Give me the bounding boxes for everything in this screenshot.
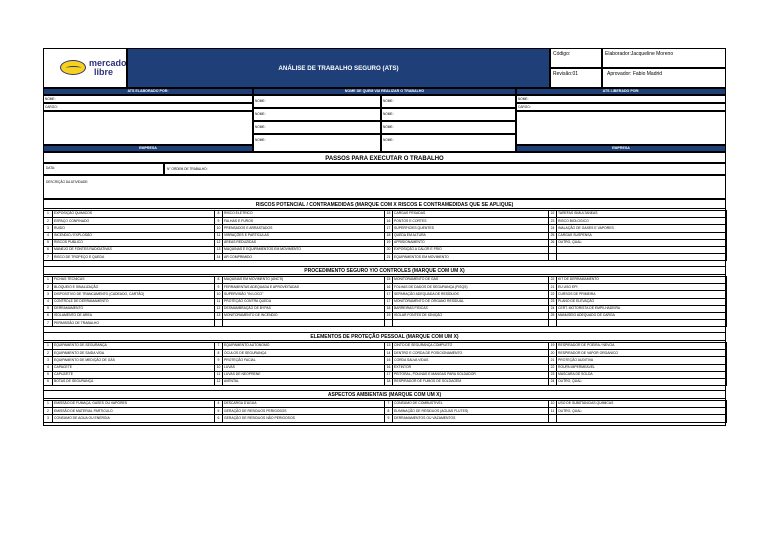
item-label: CARGAS SUSPENSA [557, 232, 727, 239]
item-number[interactable]: 17 [385, 298, 393, 305]
item-label: OUTRO, QUAL: [557, 239, 727, 246]
item-label: SUPERVISÃO "IN LOCO" [223, 291, 385, 298]
item-number[interactable]: 6 [44, 312, 53, 319]
table-row [44, 284, 727, 291]
item-number[interactable]: 20 [549, 350, 557, 357]
item-label: CONTROLE DE DERRAMAMENTO [53, 298, 215, 305]
item-number[interactable]: 1 [44, 343, 53, 350]
item-label: PONTOS E CORTES [393, 218, 549, 225]
item-label: RISCOS PUBLICO [53, 239, 215, 246]
table-row [44, 350, 727, 357]
epi-title: ELEMENTOS DE PROTEÇÃO PESSOAL (MARQUE COM UM X) [310, 334, 459, 340]
quem-nome-2[interactable] [381, 95, 516, 108]
item-label: DESMAMBRAÇÃO DE BYPAS [223, 305, 385, 312]
table-row [44, 320, 727, 327]
item-number[interactable]: 22 [549, 277, 557, 284]
item-number[interactable]: 5 [44, 239, 53, 246]
table-row [44, 371, 727, 378]
item-label: CAPUZ/ETE [53, 371, 215, 378]
procedimento-header [43, 266, 726, 275]
ordem-label: N° ORDEM DE TRABALHO: [167, 167, 208, 171]
item-label: LUVAS DE NEOPRENE [223, 371, 385, 378]
procedimento-title: PROCEDIMENTO SEGURO Y/O CONTROLES (MARQUE COM UM X) [304, 268, 465, 274]
item-label: MANUSEIO ADEQUADO DE CARGA [557, 312, 727, 319]
item-label [557, 415, 727, 422]
item-number[interactable]: 6 [215, 415, 223, 422]
item-number[interactable]: 5 [215, 408, 223, 415]
item-label: BARREIRAS FÍSICAS [393, 305, 549, 312]
item-number[interactable]: 13 [215, 312, 223, 319]
table-row [44, 378, 727, 385]
item-label: INALAÇÃO DE GASES E VAPORES [557, 225, 727, 232]
item-number[interactable]: 4 [44, 298, 53, 305]
passos-header [43, 152, 726, 163]
item-label: OUTRO, QUAL: [557, 378, 727, 385]
table-row [44, 415, 727, 422]
quem-nome-8[interactable] [381, 134, 516, 152]
item-label [557, 254, 727, 261]
item-number[interactable]: 2 [44, 350, 53, 357]
aprovador-cell [602, 68, 726, 88]
item-label: RISCO BIOLOGICO [557, 218, 727, 225]
item-number[interactable]: 24 [549, 305, 557, 312]
nome-label: NOME: [383, 112, 394, 116]
empresa-label: EMPRESA [612, 146, 630, 150]
ambientais-table [43, 400, 727, 423]
item-label: FICHAS TÉCNICAS [53, 277, 215, 284]
item-number[interactable] [549, 415, 557, 422]
item-label: EMISSÃO DE FUMAÇA, GASES OU VAPORES [53, 401, 215, 408]
epi-header [43, 332, 726, 341]
item-label: EQUIPAMENTO DE SEGURANÇA [53, 343, 215, 350]
table-row [44, 218, 727, 225]
item-label: PLANO DE ELEVAÇÃO [557, 298, 727, 305]
item-label: CINTO DE SEGURANÇA COMPLETO [393, 343, 549, 350]
item-label: RESPIRADOR DE VAPOR ORGANICO [557, 350, 727, 357]
item-number[interactable]: 5 [44, 371, 53, 378]
item-number[interactable]: 9 [215, 284, 223, 291]
item-number[interactable] [549, 320, 557, 327]
item-number[interactable]: 10 [215, 291, 223, 298]
item-label: ISOLAR FONTES DE IGNIÇÃO [393, 312, 549, 319]
item-number[interactable]: 9 [215, 357, 223, 364]
item-label: MANEJO DE FONTES RADIOATIVAS [53, 246, 215, 253]
data-label: DATA: [46, 166, 55, 170]
item-label: CONSUMO DE AGUA OU ENERGIA [53, 415, 215, 422]
item-number[interactable]: 22 [549, 291, 557, 298]
passos-title: PASSOS PARA EXECUTAR O TRABALHO [325, 156, 444, 162]
item-number[interactable]: 7 [385, 401, 393, 408]
item-label: DERRAMAMENTOS OU VAZAMENTOS [393, 415, 549, 422]
item-number[interactable]: 12 [215, 378, 223, 385]
item-number[interactable]: 3 [44, 291, 53, 298]
item-label [393, 320, 549, 327]
item-number[interactable]: 8 [215, 277, 223, 284]
item-label: RISCO ELETRICO [223, 211, 385, 218]
item-number[interactable]: 13 [215, 246, 223, 253]
item-label: CERT. MOTORISTA DE EMPILHADEIRA [557, 305, 727, 312]
item-number[interactable]: 19 [549, 343, 557, 350]
page-title: ANÁLISE DE TRABALHO SEGURO (ATS) [278, 65, 399, 72]
item-label: MAQUINAS E EQUIPAMENTOS EM MOVIMENTO [223, 246, 385, 253]
table-row [44, 232, 727, 239]
item-number[interactable]: 22 [549, 364, 557, 371]
item-number[interactable]: 19 [385, 312, 393, 319]
quem-nome-1[interactable] [253, 95, 381, 108]
revisao-cell [550, 68, 602, 88]
item-label: MONITORAMENTO DE GÁS [393, 277, 549, 284]
quem-nome-6[interactable] [381, 121, 516, 134]
item-number[interactable]: 4 [215, 401, 223, 408]
item-number[interactable]: 14 [385, 350, 393, 357]
item-number[interactable]: 24 [549, 378, 557, 385]
item-number[interactable]: 10 [549, 401, 557, 408]
item-number[interactable]: 25 [549, 232, 557, 239]
item-label: PERMISSÃO DE TRABALHO [53, 320, 215, 327]
codigo-cell [550, 48, 602, 68]
item-number[interactable]: 3 [44, 225, 53, 232]
liberado-cargo-field[interactable] [516, 103, 726, 111]
data-field[interactable] [43, 163, 164, 175]
item-label: ROUPA IMPERMEÁVEL [557, 364, 727, 371]
item-label [223, 320, 385, 327]
nome-label: NOME: [45, 97, 56, 101]
item-label: PROTEÇÃO AUDITIVA [557, 357, 727, 364]
quem-header [253, 88, 516, 95]
table-row [44, 401, 727, 408]
ambientais-header [43, 390, 726, 399]
table-row [44, 305, 727, 312]
table-row [44, 364, 727, 371]
item-number[interactable]: 26 [549, 239, 557, 246]
item-number[interactable]: 1 [44, 277, 53, 284]
item-number[interactable]: 12 [215, 305, 223, 312]
item-number[interactable]: 13 [385, 343, 393, 350]
table-row [44, 225, 727, 232]
item-number[interactable]: 23 [549, 371, 557, 378]
item-number[interactable]: 3 [44, 415, 53, 422]
item-number[interactable]: 12 [215, 239, 223, 246]
item-label: VIBRAÇÕES E PARTÍCULAS [223, 232, 385, 239]
riscos-table [43, 210, 727, 261]
table-row [44, 312, 727, 319]
brand-line2: libre [94, 67, 114, 77]
item-label: EMISSÃO DE MATERIAL PARTICULO [53, 408, 215, 415]
empresa-label: EMPRESA [139, 146, 157, 150]
item-number[interactable]: 2 [44, 408, 53, 415]
item-label: KIT DE DERRAMAMENTO [557, 277, 727, 284]
table-row [44, 298, 727, 305]
nome-label: NOME: [255, 138, 266, 142]
item-label: PROTEÇÃO CONTRA QUEDA [223, 298, 385, 305]
item-label: EXTINTOR [393, 364, 549, 371]
item-label: EU USO EPI [557, 284, 727, 291]
item-number[interactable]: 11 [215, 232, 223, 239]
item-label: AR COMPRIMIDO [223, 254, 385, 261]
item-label [557, 320, 727, 327]
descricao-label: DESCRIÇÃO DA ATIVIDADE: [46, 180, 89, 184]
descricao-field[interactable] [43, 175, 726, 199]
item-number[interactable]: 8 [385, 408, 393, 415]
item-label: RISCO DE TROPEÇO E QUEDA [53, 254, 215, 261]
item-label: RUIDO [53, 225, 215, 232]
liberado-title: ATS LIBERADO POR: [602, 89, 640, 93]
quem-nome-4[interactable] [381, 108, 516, 121]
item-label: MONITORAMENTO DE ORGANO RESIDUAL [393, 298, 549, 305]
epi-table [43, 342, 727, 386]
item-label: DESCARGA D'ÁGUA [223, 401, 385, 408]
item-label: DERRAMAMENTO [53, 305, 215, 312]
item-label [557, 246, 727, 253]
item-label: FOLHAS DE DADOS DE SEGURANÇA (FISQS) [393, 284, 549, 291]
item-number[interactable]: 7 [215, 343, 223, 350]
item-number[interactable]: 17 [385, 225, 393, 232]
quem-nome-3[interactable] [253, 108, 381, 121]
item-label: AVENTAL [223, 378, 385, 385]
item-label: MAQUINAS EM MOVIMENTO (ANC'S) [223, 277, 385, 284]
item-number[interactable]: 2 [44, 284, 53, 291]
elaborador-label: Elaborador:Jacqueline Moreno [605, 51, 674, 57]
item-number[interactable] [385, 320, 393, 327]
item-label: ÁREAS REDUZIDAS [223, 239, 385, 246]
item-number[interactable]: 15 [385, 211, 393, 218]
item-number[interactable]: 15 [385, 277, 393, 284]
table-row [44, 408, 727, 415]
brand-line1: mercado [89, 58, 127, 68]
liberado-header [516, 88, 726, 95]
item-number[interactable]: 17 [385, 291, 393, 298]
table-row [44, 343, 727, 350]
item-label: ÓCULOS DE SEGURANÇA [223, 350, 385, 357]
nome-label: NOME: [255, 112, 266, 116]
item-label: ELIMINAÇÃO DE RESIDUOS (AGUAS FLUTES) [393, 408, 549, 415]
riscos-header [43, 199, 726, 209]
item-label: USO DE SUBSTANCIAS QUIMICAS [557, 401, 727, 408]
item-label: RESPIRADOR DE FUMOS DE SOLDAGEM [393, 378, 549, 385]
item-number[interactable]: 1 [44, 211, 53, 218]
quem-title: NOME DE QUEM VAI REALIZAR O TRABALHO [344, 89, 425, 93]
item-label: MONITORAMENTO DE INCENDIO [223, 312, 385, 319]
aprovador-label: Aprovador: Fabio Madrid [607, 71, 663, 77]
item-number[interactable]: 16 [385, 364, 393, 371]
item-number[interactable]: 16 [385, 218, 393, 225]
item-label: CORDA SALVA VIDAS [393, 357, 549, 364]
item-label: APRISIONAMENTO [393, 239, 549, 246]
item-number[interactable]: 14 [215, 254, 223, 261]
item-number[interactable]: 10 [215, 225, 223, 232]
codigo-label: Código: [553, 51, 571, 57]
elaborado-cargo-field[interactable] [43, 103, 253, 111]
item-label: PROTEÇÃO FACIAL [223, 357, 385, 364]
item-number[interactable]: 19 [385, 239, 393, 246]
item-number[interactable]: 11 [215, 371, 223, 378]
liberado-nome-field[interactable] [516, 95, 726, 103]
item-label: EXPOSIÇÃO QUIMICOS [53, 211, 215, 218]
table-row [44, 254, 727, 261]
item-label: CONSUMO DE COMBUSTIVEL [393, 401, 549, 408]
item-number[interactable]: 21 [549, 284, 557, 291]
item-number[interactable]: 21 [385, 254, 393, 261]
item-number[interactable]: 10 [215, 364, 223, 371]
item-number[interactable]: 16 [385, 284, 393, 291]
ordem-field[interactable] [164, 163, 726, 175]
item-label: BLOQUEIO E SINALIZAÇÃO [53, 284, 215, 291]
item-label: OUTRO, QUAL: [557, 408, 727, 415]
quem-nome-7[interactable] [253, 134, 381, 152]
table-row [44, 291, 727, 298]
item-label: CAPACETE [53, 364, 215, 371]
nome-label: NOME: [518, 97, 529, 101]
item-number[interactable]: 11 [549, 408, 557, 415]
revisao-label: Revisão:01 [553, 71, 579, 77]
item-label: EQUIPAMENTO DE MEDIÇÃO DE GÁS [53, 357, 215, 364]
item-number[interactable]: 1 [44, 401, 53, 408]
item-label: PRENSADOS E ARRASTADOS [223, 225, 385, 232]
item-number[interactable]: 21 [549, 357, 557, 364]
item-label: SUPERFICIES QUENTES [393, 225, 549, 232]
nome-label: NOME: [383, 138, 394, 142]
item-label: EQUIPAMENTO DE SAIDA VIDA [53, 350, 215, 357]
table-row [44, 277, 727, 284]
cargo-label: CARGO: [518, 105, 531, 109]
elaborador-cell [602, 48, 726, 68]
table-row [44, 246, 727, 253]
item-number[interactable] [549, 246, 557, 253]
item-label: EXPOSIÇÃO A CALOR E FRIO [393, 246, 549, 253]
item-label: LUVAS [223, 364, 385, 371]
item-label: BOTAS DE SEGURANÇA [53, 378, 215, 385]
item-label: GERAÇÃO DE RESIDUOS PERIGOSOS [223, 408, 385, 415]
elaborado-empresa [43, 145, 253, 152]
item-label: ESPAÇO CONFINADO [53, 218, 215, 225]
item-label: CURSOS DE PRIMEIRA [557, 291, 727, 298]
liberado-blank [516, 111, 726, 145]
item-label: INCENDIO / EXPLOSÃO [53, 232, 215, 239]
riscos-title: RISCOS POTENCIAL / CONTRAMEDIDAS (MARQUE COM X RISCOS E CONTRAMEDIDAS QUE SE APLIQUE) [255, 201, 514, 208]
item-number[interactable]: 15 [385, 357, 393, 364]
item-number[interactable]: 7 [44, 320, 53, 327]
item-number[interactable]: 9 [215, 218, 223, 225]
item-number[interactable]: 23 [549, 298, 557, 305]
item-number[interactable]: 24 [549, 225, 557, 232]
procedimento-table [43, 276, 727, 327]
item-number[interactable]: 2 [44, 218, 53, 225]
item-number[interactable]: 5 [44, 305, 53, 312]
elaborado-title: ATS ELABORADO POR: [127, 89, 169, 93]
elaborado-nome-field[interactable] [43, 95, 253, 103]
item-number[interactable]: 4 [44, 364, 53, 371]
item-label: TAREFAS SIMULTANEAS [557, 211, 727, 218]
item-number[interactable]: 22 [549, 211, 557, 218]
item-number[interactable] [215, 320, 223, 327]
item-number[interactable]: 25 [549, 312, 557, 319]
item-number[interactable]: 11 [215, 298, 223, 305]
item-number[interactable]: 6 [44, 246, 53, 253]
elaborado-header [43, 88, 253, 95]
item-number[interactable]: 8 [215, 211, 223, 218]
item-number[interactable]: 18 [385, 232, 393, 239]
item-label: MASCARA DE SOLDA [557, 371, 727, 378]
item-number[interactable]: 6 [44, 378, 53, 385]
item-label: DENTRO E CORDA DE POSICIONAMENTO [393, 350, 549, 357]
item-label: EQUIPAMENTOS EM MOVIMENTO [393, 254, 549, 261]
table-row [44, 239, 727, 246]
ambientais-title: ASPECTOS AMBIENTAIS (MARQUE COM UM X) [327, 392, 442, 398]
item-number[interactable]: 8 [215, 350, 223, 357]
item-label: FALHAS E FUROS [223, 218, 385, 225]
item-label: RESPIRADOR DE POEIRA / NEVOA [557, 343, 727, 350]
item-label: ISOLAMENTO DE ÁREA [53, 312, 215, 319]
item-number[interactable]: 17 [385, 371, 393, 378]
item-number[interactable]: 4 [44, 232, 53, 239]
item-label: PEITORAL, POLINAS E MANGAS PARA SOLDADOR [393, 371, 549, 378]
cargo-label: CARGO: [45, 105, 58, 109]
logo-cell [43, 48, 127, 88]
item-number[interactable]: 3 [44, 357, 53, 364]
nome-label: NOME: [255, 99, 266, 103]
table-row [44, 211, 727, 218]
handshake-logo-icon [60, 60, 86, 75]
liberado-empresa [516, 145, 726, 152]
table-row [44, 357, 727, 364]
item-number[interactable]: 18 [385, 305, 393, 312]
item-label: CARGAS PESADAS [393, 211, 549, 218]
item-label: EQUIPAMENTO AUTONOMO [223, 343, 385, 350]
item-label: DISPOSITIVO DE TRANCAMENTO (CADEADO, CARTÃO) [53, 291, 215, 298]
item-number[interactable]: 9 [385, 415, 393, 422]
nome-label: NOME: [255, 125, 266, 129]
item-number[interactable]: 23 [549, 218, 557, 225]
nome-label: NOME: [383, 99, 394, 103]
item-number[interactable]: 20 [385, 246, 393, 253]
quem-nome-5[interactable] [253, 121, 381, 134]
item-label: FERRAMENTAS ADEQUADA E APROVEITADAS [223, 284, 385, 291]
elaborado-blank [43, 111, 253, 145]
header-title-cell [127, 48, 550, 88]
item-label: QUEDA EM ALTURA [393, 232, 549, 239]
item-label: GERAÇÃO DE RESIDUOS NÃO PERIGOSOS [223, 415, 385, 422]
item-label: SEPARAÇÃO ADEQUADA DE RESÍDUOS [393, 291, 549, 298]
item-number[interactable] [549, 254, 557, 261]
nome-label: NOME: [383, 125, 394, 129]
item-number[interactable]: 7 [44, 254, 53, 261]
item-number[interactable]: 18 [385, 378, 393, 385]
